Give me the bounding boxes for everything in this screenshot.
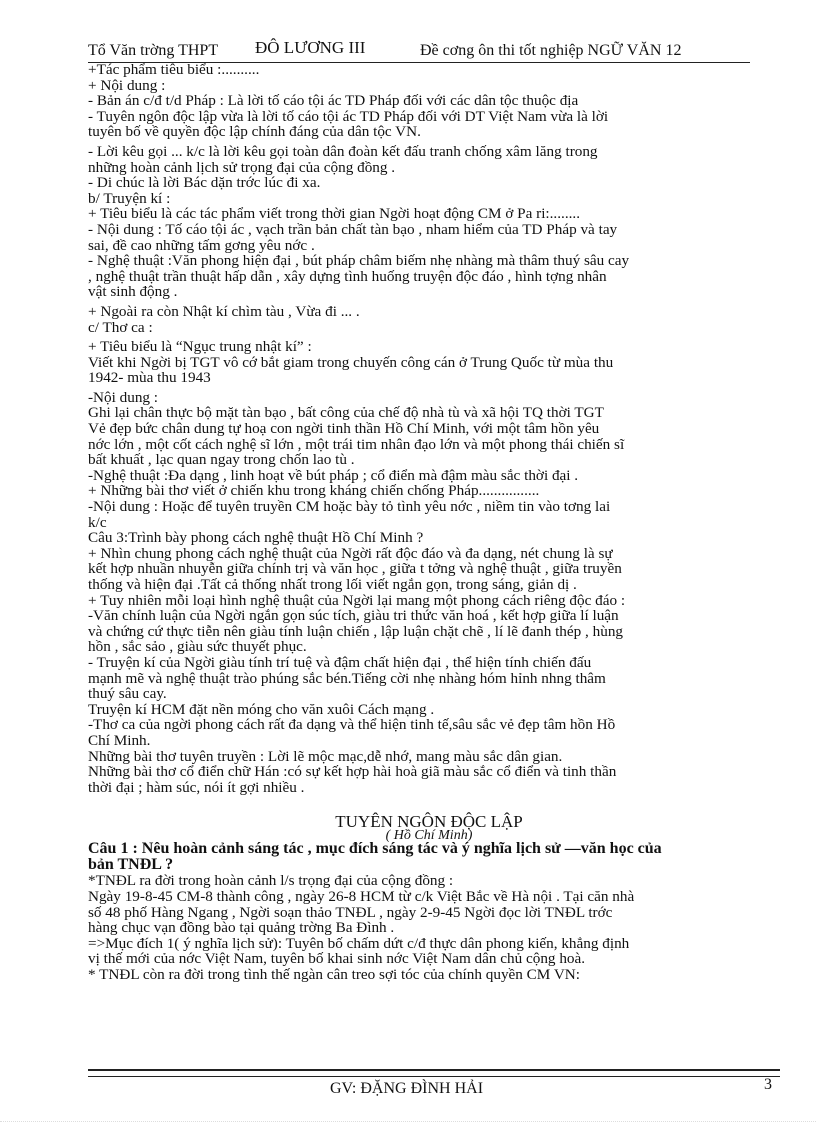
document-body	[88, 62, 770, 982]
text-line: Những bài thơ cổ điển chữ Hán :có sự kết hợp hài hoà giã màu sắc cổ điển và tinh thần	[88, 764, 617, 780]
text-line: - Nội dung : Tố cáo tội ác , vạch trần bản chất tàn bạo , nham hiểm của TD Pháp và tay	[88, 221, 618, 238]
text-line: bất khuất , lạc quan ngay trong chốn lao tù .	[88, 452, 355, 468]
text-line: Câu 3:Trình bày phong cách nghệ thuật Hồ Chí Minh ?	[88, 530, 424, 546]
text-line: + Những bài thơ viết ở chiến khu trong kháng chiến chống Pháp................	[88, 483, 540, 500]
text-line: nớc lớn , một cốt cách nghệ sĩ lớn , một trái tim nhân đạo lớn và một phong thái chiến sĩ	[88, 436, 625, 453]
section-title: TUYÊN NGÔN ĐỘC LẬP	[335, 812, 523, 832]
text-line: Ngày 19-8-45 CM-8 thành công , ngày 26-8 HCM từ c/k Việt Bắc về Hà nội . Tại căn nhà	[88, 888, 635, 905]
text-line: mạnh mẽ và nghệ thuật trào phúng sắc bén.Tiếng cời nhẹ nhàng hóm hỉnh nhng thâm	[88, 670, 606, 687]
text-line: - Nghệ thuật :Văn phong hiện đại , bút pháp châm biếm nhẹ nhàng mà thâm thuý sâu cay	[88, 253, 630, 269]
text-line: - Lời kêu gọi ... k/c là lời kêu gọi toàn dân đoàn kết đấu tranh chống xâm lăng trong	[88, 143, 598, 160]
text-line: =>Mục đích 1( ý nghĩa lịch sử): Tuyên bố chấm dứt c/đ thực dân phong kiến, khẳng định	[88, 935, 630, 952]
text-line: vật sinh động .	[88, 284, 178, 300]
text-line: * TNĐL còn ra đời trong tình thế ngàn cân treo sợi tóc của chính quyền CM VN:	[88, 966, 580, 983]
text-line: + Nhìn chung phong cách nghệ thuật của Ngời rất độc đáo và đa dạng, nét chung là sự	[88, 545, 613, 562]
text-line: +Tác phẩm tiêu biểu :..........	[88, 62, 260, 78]
text-line: - Truyện kí của Ngời giàu tính trí tuệ và đậm chất hiện đại , thể hiện tính chiến đấu	[88, 654, 592, 671]
text-line: *TNĐL ra đời trong hoàn cảnh l/s trọng đại của cộng đồng :	[88, 873, 454, 889]
text-line: Truyện kí HCM đặt nền móng cho văn xuôi Cách mạng .	[88, 701, 435, 718]
text-line: Chí Minh.	[88, 732, 151, 749]
text-line: - Bản án c/đ t/d Pháp : Là lời tố cáo tội ác TD Pháp đối với các dân tộc thuộc địa	[88, 93, 579, 109]
text-line: hàng chục vạn đồng bào tại quảng trờng Ba Đình .	[88, 920, 395, 936]
text-line: -Văn chính luận của Ngời ngắn gọn súc tích, giàu tri thức văn hoá , kết hợp giữa lí luận	[88, 608, 619, 624]
text-line: thống và hiện đại .Tất cả thống nhất trong lối viết ngắn gọn, trong sáng, giản dị .	[88, 577, 577, 593]
text-line: Viết khi Ngời bị TGT vô cớ bắt giam trong chuyến công cán ở Trung Quốc từ mùa thu	[88, 354, 614, 371]
page-number: 3	[764, 1076, 772, 1093]
text-line: c/ Thơ ca :	[88, 319, 153, 336]
text-line: những hoàn cảnh lịch sử trọng đại của cộng đồng .	[88, 159, 396, 176]
text-line: b/ Truyện kí :	[88, 190, 171, 207]
text-line: -Thơ ca của ngời phong cách rất đa dạng và thể hiện tinh tế,sâu sắc vẻ đẹp tâm hồn Hồ	[88, 717, 616, 733]
text-line: + Nội dung :	[88, 77, 166, 94]
text-line: vị thế mới của nớc Việt Nam, tuyên bố khai sinh nớc Việt Nam dân chủ cộng hoà.	[88, 951, 586, 967]
header-document-title: Đề cơng ôn thi tốt nghiệp NGỮ VĂN 12	[420, 42, 682, 59]
question-heading-cont: bản TNĐL ?	[88, 857, 174, 874]
header-school-name: ĐÔ LƯƠNG III	[255, 38, 366, 57]
text-line: và chứng cứ thực tiễn nên giàu tính luận chiến , lập luận chặt chẽ , lí lẽ đanh thép , hùng	[88, 623, 624, 640]
text-line: k/c	[88, 514, 107, 531]
text-line: Những bài thơ tuyên truyền : Lời lẽ mộc mạc,dễ nhớ, mang màu sắc dân gian.	[88, 748, 563, 765]
page-edge	[0, 1121, 816, 1122]
text-line: tuyên bố về quyền độc lập chính đáng của dân tộc VN.	[88, 124, 421, 140]
text-line: -Nội dung :	[88, 389, 159, 406]
text-line: 1942- mùa thu 1943	[88, 370, 211, 386]
page-footer	[88, 1076, 780, 1098]
text-line: hồn , sắc sảo , giàu sức thuyết phục.	[88, 639, 307, 655]
page-header	[88, 38, 750, 63]
text-line: + Tiêu biểu là “Ngục trung nhật kí” :	[88, 339, 312, 355]
section-subtitle: ( Hồ Chí Minh)	[385, 828, 473, 844]
text-line: + Tiêu biểu là các tác phẩm viết trong thời gian Ngời hoạt động CM ở Pa ri:........	[88, 206, 581, 222]
text-line: Ghi lại chân thực bộ mặt tàn bạo , bất công của chế độ nhà tù và xã hội TQ thời TGT	[88, 405, 604, 422]
footer-teacher: GV: ĐẶNG ĐÌNH HẢI	[330, 1080, 484, 1097]
text-line: -Nghệ thuật :Đa dạng , linh hoạt về bút pháp ; cổ điển mà đậm màu sắc thời đại .	[88, 467, 579, 484]
text-line: - Tuyên ngôn độc lập vừa là lời tố cáo tội ác TD Pháp đối với DT Việt Nam vừa là lời	[88, 108, 609, 125]
question-heading: Câu 1 : Nêu hoàn cảnh sáng tác , mục đích sáng tác và ý nghĩa lịch sử —văn học của	[88, 841, 662, 858]
text-line: , nghệ thuật trần thuật hấp dẫn , xây dựng tình huống truyện độc đáo , hình tợng nhân	[88, 268, 607, 285]
text-line: -Nội dung : Hoặc để tuyên truyền CM hoặc bày tỏ tình yêu nớc , niềm tin vào tơng lai	[88, 499, 611, 515]
text-line: kết hợp nhuần nhuyễn giữa chính trị và văn học , giữa t tởng và nghệ thuật , giữa truyền	[88, 561, 622, 577]
text-line: thuý sâu cay.	[88, 686, 167, 702]
text-line: số 48 phố Hàng Ngang , Ngời soạn thảo TNĐL , ngày 2-9-45 Ngời đọc lời TNĐL trớc	[88, 904, 613, 921]
header-school: Tổ Văn trờng THPT	[88, 42, 219, 59]
text-line: + Tuy nhiên mỗi loại hình nghệ thuật của Ngời lại mang một phong cách riêng độc đáo :	[88, 592, 626, 609]
text-line: sai, đề cao những tấm gơng yêu nớc .	[88, 237, 315, 254]
text-line: + Ngoài ra còn Nhật kí chìm tàu , Vừa đi ... .	[88, 303, 360, 320]
text-line: Vẻ đẹp bức chân dung tự hoạ con ngời tinh thần Hồ Chí Minh, với một tâm hồn yêu	[88, 421, 600, 437]
text-line: thời đại ; hàm súc, nói ít gợi nhiều .	[88, 779, 305, 796]
text-line: - Di chúc là lời Bác dặn trớc lúc đi xa.	[88, 175, 321, 191]
